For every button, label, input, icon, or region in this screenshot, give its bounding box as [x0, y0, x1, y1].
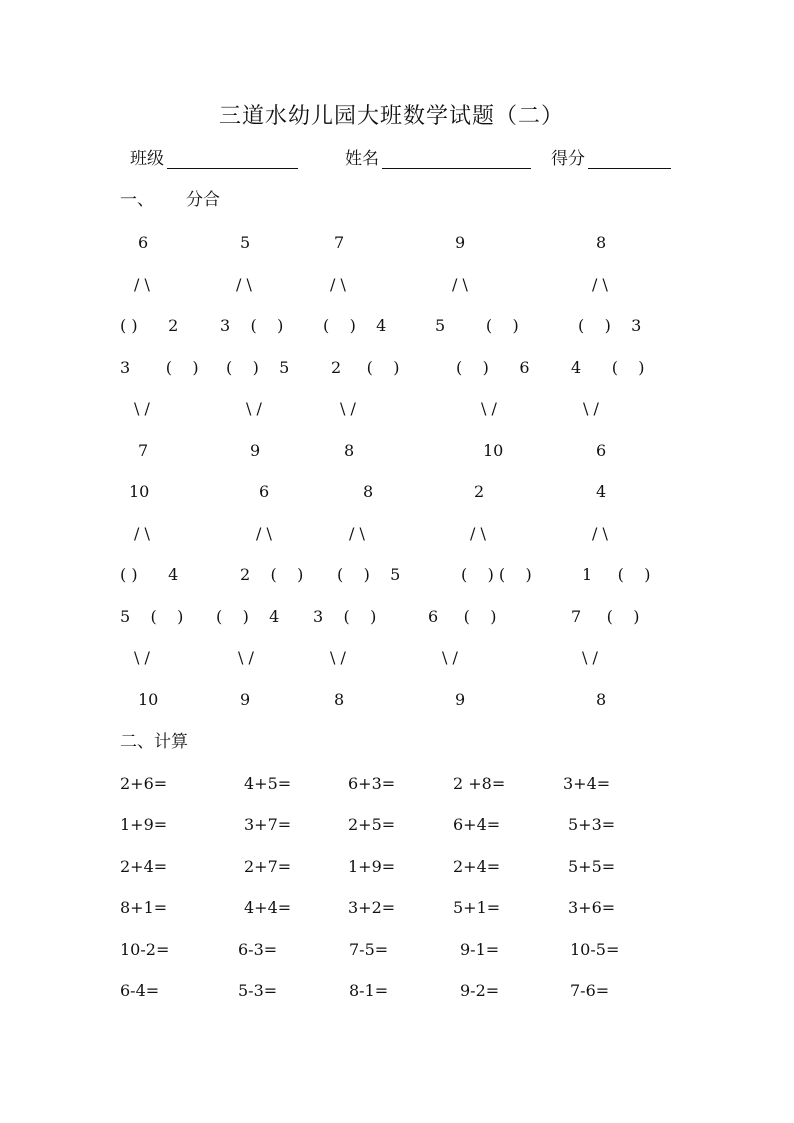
bond-cell: / \	[256, 524, 272, 543]
bond-cell: ( ) 4	[323, 316, 387, 335]
equation: 2+4=	[453, 857, 501, 876]
bond-cell: 10	[483, 441, 504, 460]
name-blank[interactable]	[382, 168, 531, 169]
bond-cell: 9	[240, 690, 251, 709]
equation: 2+4=	[120, 857, 168, 876]
bond-cell: \ /	[330, 648, 346, 667]
bond-cell: 2	[474, 482, 485, 501]
bond-cell: ( ) ( )	[461, 565, 532, 584]
bond-cell: \ /	[340, 399, 356, 418]
bond-cell: ( ) 3	[578, 316, 642, 335]
bond-cell: 6	[596, 441, 607, 460]
bond-cell: 9	[455, 233, 466, 252]
equation: 8-1=	[349, 981, 389, 1000]
bond-cell: / \	[236, 275, 252, 294]
equation: 3+7=	[244, 815, 292, 834]
equation: 10-2=	[120, 940, 170, 959]
bond-cell: 7	[334, 233, 345, 252]
bond-cell: / \	[330, 275, 346, 294]
bond-cell: / \	[470, 524, 486, 543]
bond-cell: \ /	[582, 648, 598, 667]
name-label: 姓名	[345, 149, 379, 169]
section-2-title: 二、计算	[120, 732, 188, 752]
bond-cell: 2 ( )	[240, 565, 304, 584]
bond-cell: \ /	[481, 399, 497, 418]
equation: 4+4=	[244, 898, 292, 917]
equation: 3+4=	[563, 774, 611, 793]
class-blank[interactable]	[167, 168, 298, 169]
equation: 1+9=	[120, 815, 168, 834]
bond-cell: 6 ( )	[428, 607, 497, 626]
equation: 9-1=	[460, 940, 500, 959]
bond-cell: / \	[592, 524, 608, 543]
bond-cell: 8	[596, 233, 607, 252]
equation: 5-3=	[238, 981, 278, 1000]
bond-cell: 7	[138, 441, 149, 460]
equation: 4+5=	[244, 774, 292, 793]
equation: 7-5=	[349, 940, 389, 959]
bond-cell: \ /	[134, 399, 150, 418]
equation: 6+4=	[453, 815, 501, 834]
bond-cell: ( ) 5	[337, 565, 401, 584]
bond-cell: 3 ( )	[313, 607, 377, 626]
bond-cell: 5	[240, 233, 251, 252]
equation: 5+5=	[568, 857, 616, 876]
equation: 3+2=	[348, 898, 396, 917]
bond-cell: 6	[138, 233, 149, 252]
bond-cell: / \	[134, 524, 150, 543]
equation: 7-6=	[570, 981, 610, 1000]
bond-cell: 3 ( )	[220, 316, 284, 335]
bond-cell: 4 ( )	[571, 358, 645, 377]
bond-cell: / \	[452, 275, 468, 294]
bond-cell: 5 ( )	[120, 607, 184, 626]
score-label: 得分	[551, 149, 585, 169]
page-title: 三道水幼儿园大班数学试题（二）	[219, 104, 565, 129]
bond-cell: 3 ( )	[120, 358, 199, 377]
bond-cell: 7 ( )	[571, 607, 640, 626]
equation: 9-2=	[460, 981, 500, 1000]
equation: 5+3=	[568, 815, 616, 834]
bond-cell: \ /	[246, 399, 262, 418]
bond-cell: 10	[129, 482, 150, 501]
bond-cell: 5 ( )	[435, 316, 519, 335]
bond-cell: 6	[259, 482, 270, 501]
score-blank[interactable]	[588, 168, 671, 169]
bond-cell: ( ) 4	[216, 607, 280, 626]
bond-cell: 4	[596, 482, 607, 501]
bond-cell: \ /	[583, 399, 599, 418]
bond-cell: ( ) 4	[120, 565, 179, 584]
bond-cell: 2 ( )	[331, 358, 400, 377]
equation: 2 +8=	[453, 774, 506, 793]
section-1-title: 分合	[186, 190, 220, 210]
equation: 2+5=	[348, 815, 396, 834]
bond-cell: 8	[363, 482, 374, 501]
bond-cell: ( ) 2	[120, 316, 179, 335]
equation: 5+1=	[453, 898, 501, 917]
equation: 3+6=	[568, 898, 616, 917]
bond-cell: 8	[596, 690, 607, 709]
bond-cell: / \	[349, 524, 365, 543]
equation: 8+1=	[120, 898, 168, 917]
equation: 6+3=	[348, 774, 396, 793]
bond-cell: 1 ( )	[582, 565, 651, 584]
equation: 10-5=	[570, 940, 620, 959]
section-1-number: 一、	[120, 190, 154, 210]
bond-cell: ( ) 5	[226, 358, 290, 377]
equation: 6-3=	[238, 940, 278, 959]
equation: 1+9=	[348, 857, 396, 876]
bond-cell: / \	[592, 275, 608, 294]
bond-cell: / \	[134, 275, 150, 294]
bond-cell: \ /	[238, 648, 254, 667]
bond-cell: ( ) 6	[456, 358, 530, 377]
bond-cell: \ /	[442, 648, 458, 667]
bond-cell: 9	[455, 690, 466, 709]
equation: 2+7=	[244, 857, 292, 876]
bond-cell: 8	[334, 690, 345, 709]
class-label: 班级	[130, 149, 164, 169]
bond-cell: 9	[250, 441, 261, 460]
equation: 2+6=	[120, 774, 168, 793]
bond-cell: 10	[138, 690, 159, 709]
bond-cell: \ /	[134, 648, 150, 667]
equation: 6-4=	[120, 981, 160, 1000]
bond-cell: 8	[344, 441, 355, 460]
